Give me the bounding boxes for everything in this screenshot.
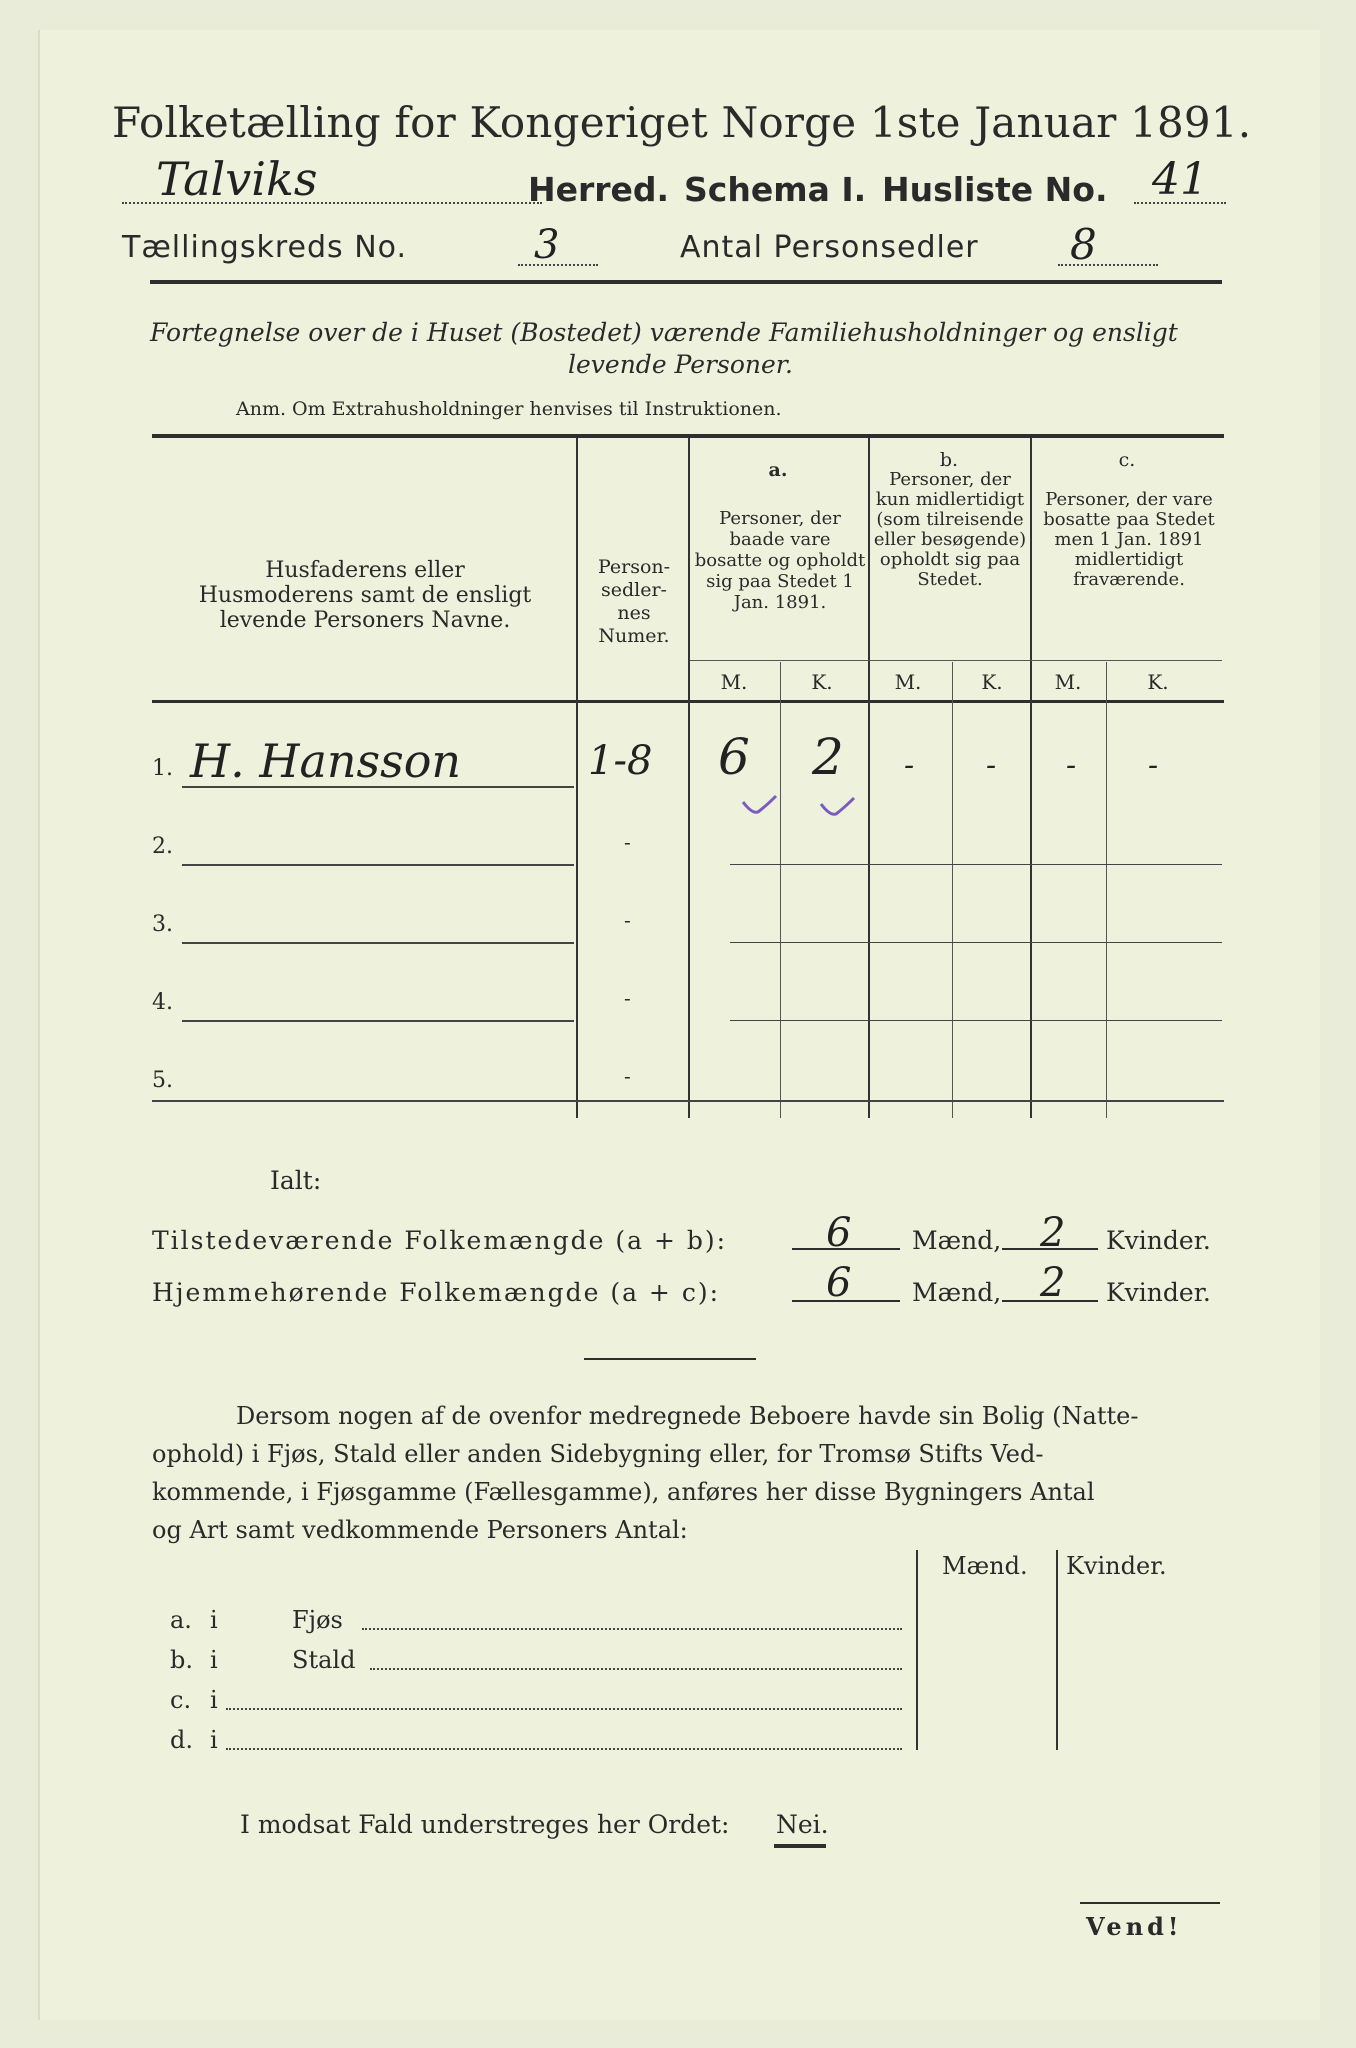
building-item-label: Fjøs	[292, 1606, 343, 1634]
building-item-label: Stald	[292, 1646, 356, 1674]
b-m-value: -	[904, 748, 915, 783]
building-item-letter: d.	[170, 1726, 193, 1754]
col-b-m-label: M.	[894, 670, 922, 694]
maend-label: Mænd,	[912, 1226, 1002, 1255]
form-title: Folketælling for Kongeriget Norge 1ste Januar 1891.	[112, 98, 1252, 147]
buildings-kvinder-header: Kvinder.	[1066, 1552, 1167, 1580]
buildings-text-3: kommende, i Fjøsgamme (Fællesgamme), anføres her disse Bygningers Antal	[152, 1478, 1095, 1506]
kreds-label: Tællingskreds No.	[122, 230, 407, 265]
kvinder-label: Kvinder.	[1106, 1226, 1211, 1255]
person-number: -	[624, 908, 631, 932]
row-number: 2.	[152, 834, 173, 859]
section-divider	[584, 1358, 756, 1360]
personsedler-label: Antal Personsedler	[680, 230, 979, 265]
hjem-kvinder-value: 2	[1040, 1260, 1066, 1306]
col-c-k-label: K.	[1147, 670, 1169, 694]
col-a-header: Personer, der baade vare bosatte og opholdt sig paa Stedet 1 Jan. 1891.	[694, 508, 866, 613]
col-a-letter: a.	[768, 459, 788, 481]
col-b-k-label: K.	[981, 670, 1003, 694]
tilstedevaerende-label: Tilstedeværende Folkemængde (a + b):	[152, 1226, 728, 1255]
buildings-maend-header: Mænd.	[942, 1552, 1028, 1580]
building-item-i: i	[210, 1606, 218, 1634]
b-k-value: -	[986, 748, 997, 783]
c-m-value: -	[1066, 748, 1077, 783]
col-num-header: Person-sedler-nes Numer.	[597, 556, 671, 647]
maend-label: Mænd,	[912, 1278, 1002, 1307]
check-mark-icon	[818, 794, 858, 820]
building-item-letter: c.	[170, 1686, 192, 1714]
household-name: H. Hansson	[190, 734, 462, 788]
col-name-header: Husfaderens eller Husmoderens samt de ensligt levende Personers Navne.	[198, 558, 532, 633]
row-number: 5.	[152, 1068, 173, 1093]
row-number: 1.	[152, 756, 173, 781]
schema-label: Schema I.	[684, 170, 867, 209]
anm-note: Anm. Om Extrahusholdninger henvises til Instruktionen.	[236, 398, 782, 420]
husliste-value: 41	[1152, 154, 1208, 205]
col-b-header: Personer, der kun midlertidigt (som tilreisende eller besøgende) opholdt sig paa Stedet.	[873, 469, 1027, 590]
c-k-value: -	[1148, 748, 1159, 783]
intro-line-2: levende Personer.	[568, 350, 793, 379]
modsat-text: I modsat Fald understreges her Ordet:	[240, 1810, 730, 1839]
col-b-letter: b.	[939, 449, 959, 471]
col-a-m-label: M.	[720, 670, 748, 694]
row-number: 3.	[152, 912, 173, 937]
col-c-m-label: M.	[1054, 670, 1082, 694]
ialt-label: Ialt:	[270, 1166, 322, 1195]
person-number: 1-8	[588, 738, 653, 784]
building-item-i: i	[210, 1646, 218, 1674]
col-c-header: Personer, der vare bosatte paa Stedet men 1 Jan. 1891 midlertidigt fraværende.	[1043, 489, 1215, 590]
header-rule	[150, 280, 1222, 284]
census-form-sheet	[38, 30, 1320, 2020]
row-number: 4.	[152, 990, 173, 1015]
hjemmehorende-label: Hjemmehørende Folkemængde (a + c):	[152, 1278, 720, 1307]
person-number: -	[624, 830, 631, 854]
buildings-text-1: Dersom nogen af de ovenfor medregnede Beboere havde sin Bolig (Natte-	[236, 1402, 1139, 1430]
buildings-text-4: og Art samt vedkommende Personers Antal:	[152, 1516, 688, 1544]
husliste-label: Husliste No.	[882, 170, 1108, 209]
intro-line-1: Fortegnelse over de i Huset (Bostedet) værende Familiehusholdninger og ensligt	[150, 318, 1178, 347]
person-number: -	[624, 986, 631, 1010]
kreds-value: 3	[534, 222, 560, 268]
personsedler-value: 8	[1070, 220, 1097, 269]
a-k-value: 2	[812, 728, 844, 786]
a-m-value: 6	[718, 728, 750, 786]
building-item-i: i	[210, 1726, 218, 1754]
nei-word: Nei.	[776, 1810, 829, 1839]
building-item-letter: b.	[170, 1646, 193, 1674]
tilst-maend-value: 6	[826, 1210, 852, 1256]
person-number: -	[624, 1064, 631, 1088]
herred-value: Talviks	[156, 152, 318, 206]
col-a-k-label: K.	[811, 670, 833, 694]
col-c-letter: c.	[1118, 449, 1136, 471]
check-mark-icon	[740, 792, 780, 818]
kvinder-label: Kvinder.	[1106, 1278, 1211, 1307]
hjem-maend-value: 6	[826, 1260, 852, 1306]
nei-underline	[774, 1844, 826, 1848]
tilst-kvinder-value: 2	[1040, 1210, 1066, 1256]
buildings-text-2: ophold) i Fjøs, Stald eller anden Sidebygning eller, for Tromsø Stifts Ved-	[152, 1440, 1044, 1468]
building-item-letter: a.	[170, 1606, 192, 1634]
vend-text: Vend!	[1086, 1912, 1183, 1941]
herred-label: Herred.	[528, 170, 670, 209]
building-item-i: i	[210, 1686, 218, 1714]
